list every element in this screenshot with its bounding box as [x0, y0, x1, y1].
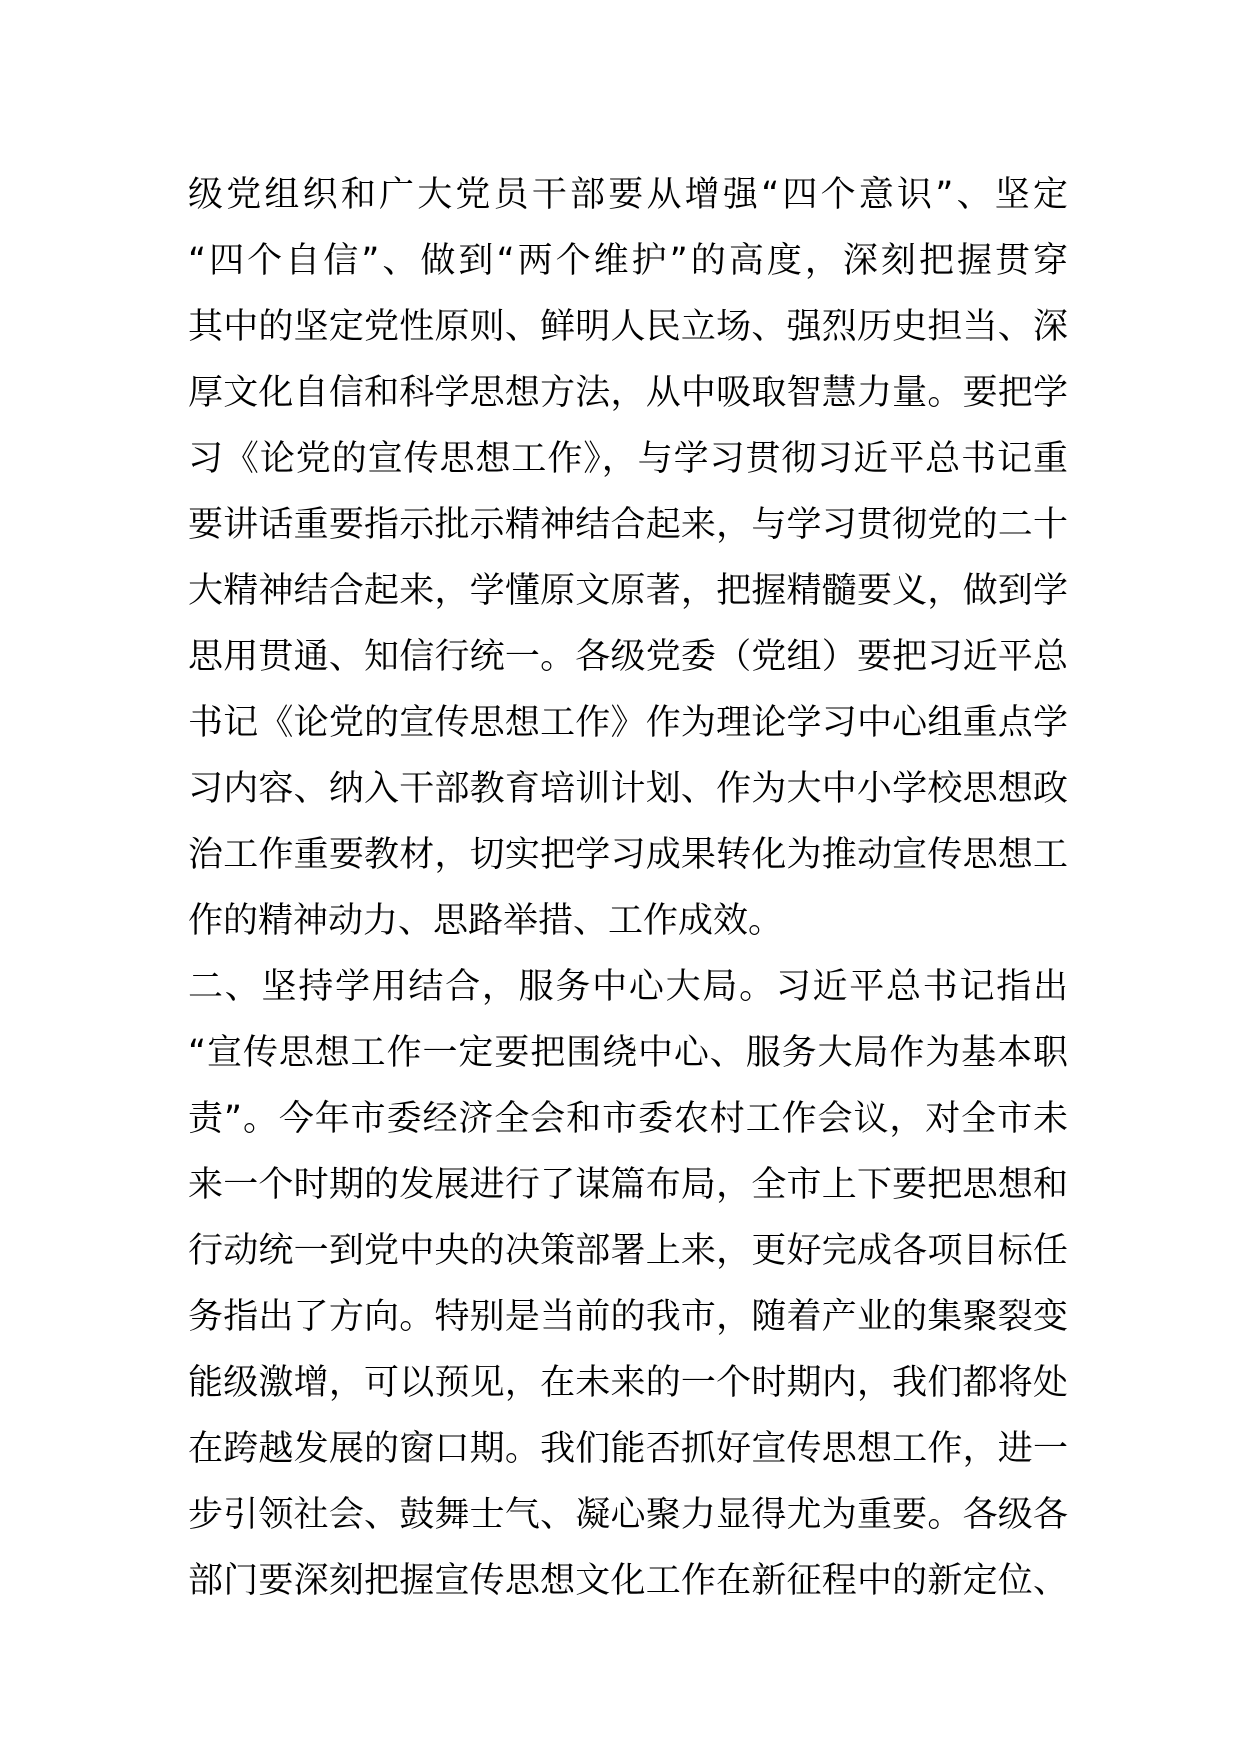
text-line: “四个自信”、做到“两个维护”的高度，深刻把握贯穿	[188, 241, 1068, 281]
text-line: 书记《论党的宣传思想工作》作为理论学习中心组重点学	[188, 703, 1068, 743]
text-line: 治工作重要教材，切实把学习成果转化为推动宣传思想工	[188, 835, 1068, 875]
text-line: 思用贯通、知信行统一。各级党委（党组）要把习近平总	[188, 637, 1068, 677]
text-line: 二、坚持学用结合，服务中心大局。习近平总书记指出	[188, 967, 1068, 1007]
text-line: 来一个时期的发展进行了谋篇布局，全市上下要把思想和	[188, 1165, 1068, 1205]
text-line: 作的精神动力、思路举措、工作成效。	[188, 901, 784, 941]
text-line: 其中的坚定党性原则、鲜明人民立场、强烈历史担当、深	[188, 307, 1068, 347]
text-line: 级党组织和广大党员干部要从增强“四个意识”、坚定	[188, 175, 1068, 215]
text-line: 能级激增，可以预见，在未来的一个时期内，我们都将处	[188, 1363, 1068, 1403]
text-line: 大精神结合起来，学懂原文原著，把握精髓要义，做到学	[188, 571, 1068, 611]
text-line: 要讲话重要指示批示精神结合起来，与学习贯彻党的二十	[188, 505, 1068, 545]
text-line: 务指出了方向。特别是当前的我市，随着产业的集聚裂变	[188, 1297, 1068, 1337]
text-line: 步引领社会、鼓舞士气、凝心聚力显得尤为重要。各级各	[188, 1495, 1068, 1535]
text-line: 行动统一到党中央的决策部署上来，更好完成各项目标任	[188, 1231, 1068, 1271]
text-line: “宣传思想工作一定要把围绕中心、服务大局作为基本职	[188, 1033, 1068, 1073]
text-line: 习内容、纳入干部教育培训计划、作为大中小学校思想政	[188, 769, 1068, 809]
text-line: 在跨越发展的窗口期。我们能否抓好宣传思想工作，进一	[188, 1429, 1068, 1469]
text-line: 责”。今年市委经济全会和市委农村工作会议，对全市未	[188, 1099, 1068, 1139]
text-line: 厚文化自信和科学思想方法，从中吸取智慧力量。要把学	[188, 373, 1068, 413]
text-line: 习《论党的宣传思想工作》，与学习贯彻习近平总书记重	[188, 439, 1068, 479]
body-text	[188, 162, 1068, 1614]
text-line: 部门要深刻把握宣传思想文化工作在新征程中的新定位、	[188, 1561, 1068, 1601]
